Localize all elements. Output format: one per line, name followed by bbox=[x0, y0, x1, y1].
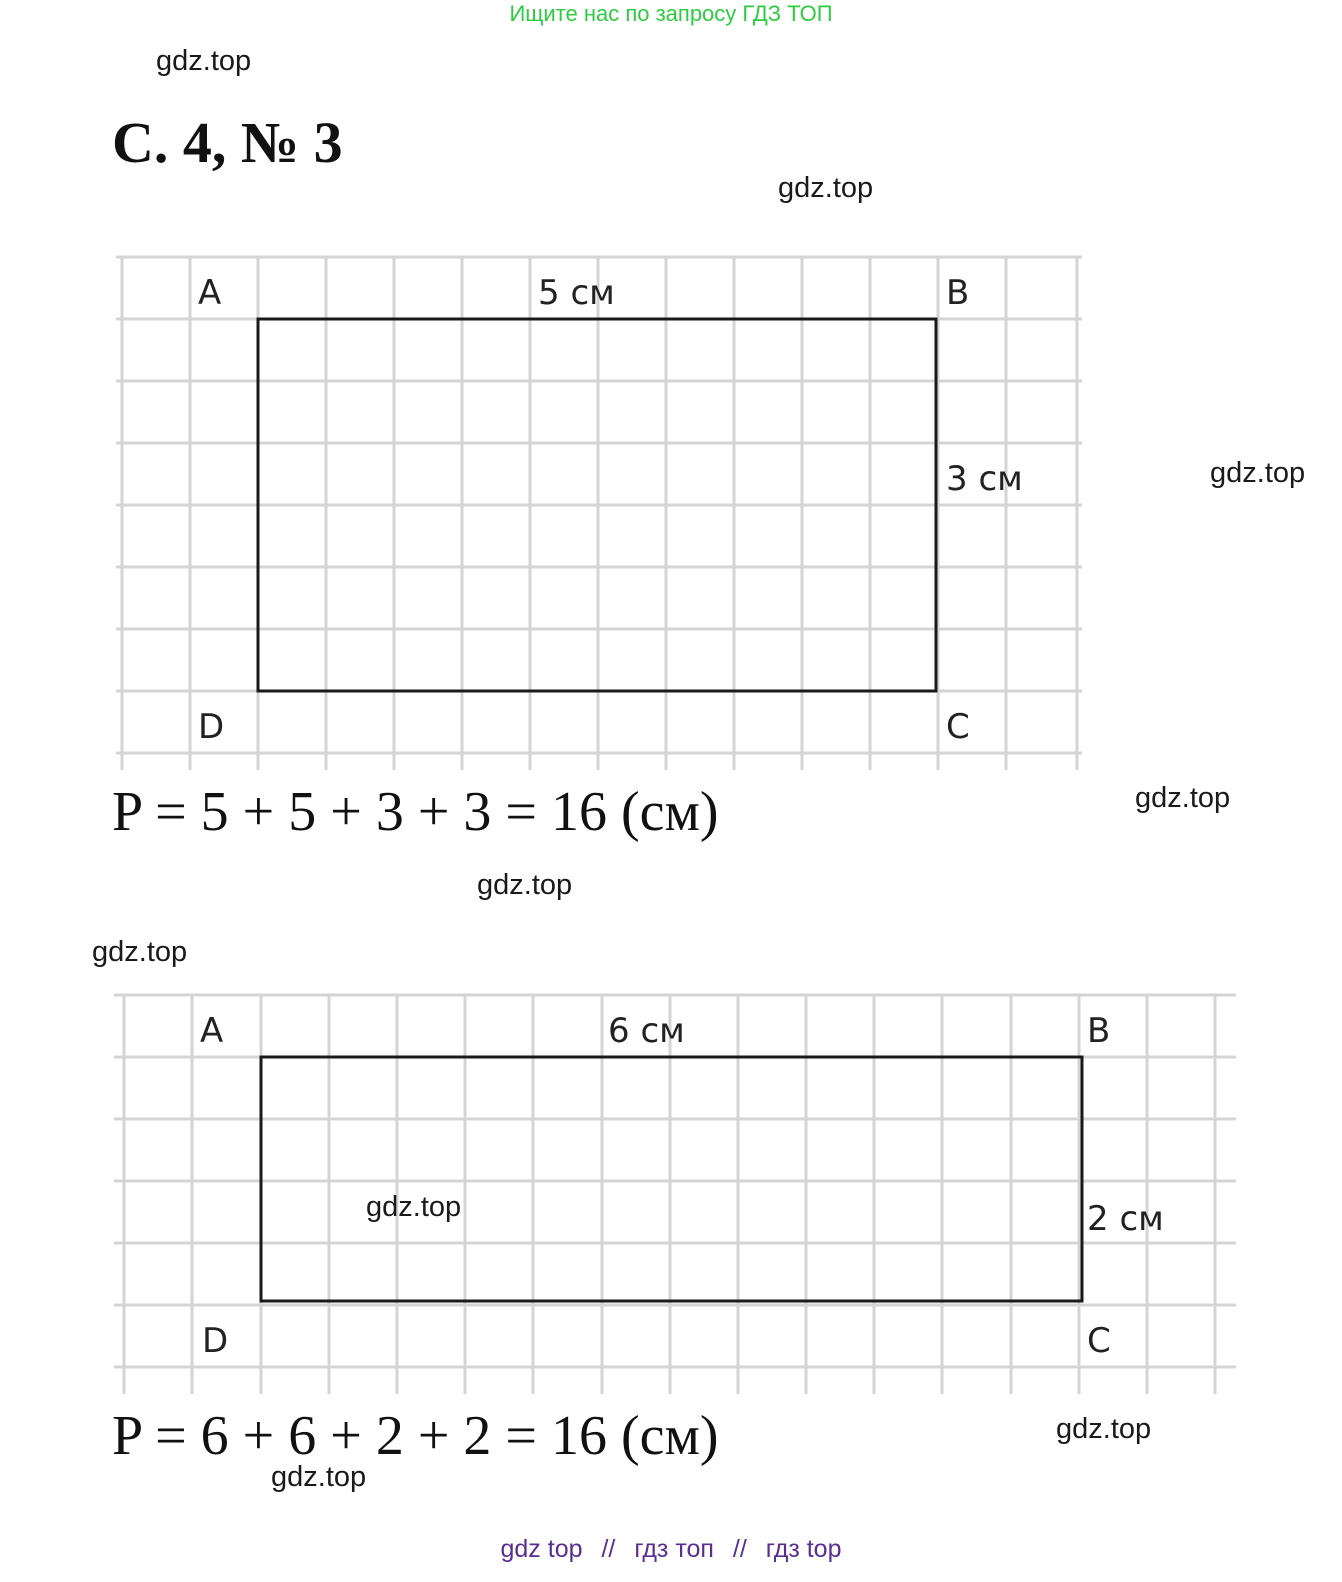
vertex-label-a: A bbox=[198, 273, 222, 313]
vertex-label-b: B bbox=[946, 273, 970, 313]
vertex-label-c: C bbox=[1087, 1321, 1111, 1361]
footer-link-gdz-top-ru[interactable]: гдз топ bbox=[634, 1535, 714, 1563]
watermark: gdz.top bbox=[366, 1191, 462, 1223]
vertex-label-b: B bbox=[1087, 1011, 1111, 1051]
side-length-right: 2 см bbox=[1087, 1199, 1164, 1239]
watermark: gdz.top bbox=[156, 45, 252, 77]
watermark: gdz.top bbox=[271, 1461, 367, 1493]
watermark: gdz.top bbox=[477, 869, 573, 901]
side-length-right: 3 см bbox=[946, 459, 1023, 499]
footer-separator: // bbox=[601, 1535, 616, 1563]
grid-drawing-1 bbox=[114, 250, 1086, 772]
side-length-top: 5 см bbox=[538, 273, 615, 313]
page-title: С. 4, № 3 bbox=[112, 110, 343, 175]
perimeter-formula-2: P = 6 + 6 + 2 + 2 = 16 (см) bbox=[112, 1405, 719, 1467]
footer-link-gdz-top[interactable]: gdz top bbox=[500, 1535, 583, 1563]
watermark: gdz.top bbox=[92, 936, 188, 968]
vertex-label-a: A bbox=[200, 1011, 224, 1051]
vertex-label-d: D bbox=[202, 1321, 229, 1361]
vertex-label-c: C bbox=[946, 707, 970, 747]
perimeter-formula-1: P = 5 + 5 + 3 + 3 = 16 (см) bbox=[112, 781, 719, 843]
footer-links bbox=[0, 1532, 1342, 1566]
rectangle-figure-2 bbox=[112, 990, 1240, 1396]
watermark: gdz.top bbox=[1135, 782, 1231, 814]
watermark: gdz.top bbox=[1056, 1413, 1152, 1445]
grid-drawing-2 bbox=[112, 990, 1240, 1396]
watermark: gdz.top bbox=[778, 172, 874, 204]
search-banner: Ищите нас по запросу ГДЗ ТОП bbox=[509, 1, 833, 26]
side-length-top: 6 см bbox=[608, 1011, 685, 1051]
footer-separator: // bbox=[732, 1535, 747, 1563]
vertex-label-d: D bbox=[198, 707, 225, 747]
rectangle-figure-1 bbox=[114, 250, 1086, 772]
footer-link-gdz-top-mixed[interactable]: гдз top bbox=[765, 1535, 842, 1563]
grid-lines bbox=[114, 994, 1236, 1394]
watermark: gdz.top bbox=[1210, 457, 1306, 489]
